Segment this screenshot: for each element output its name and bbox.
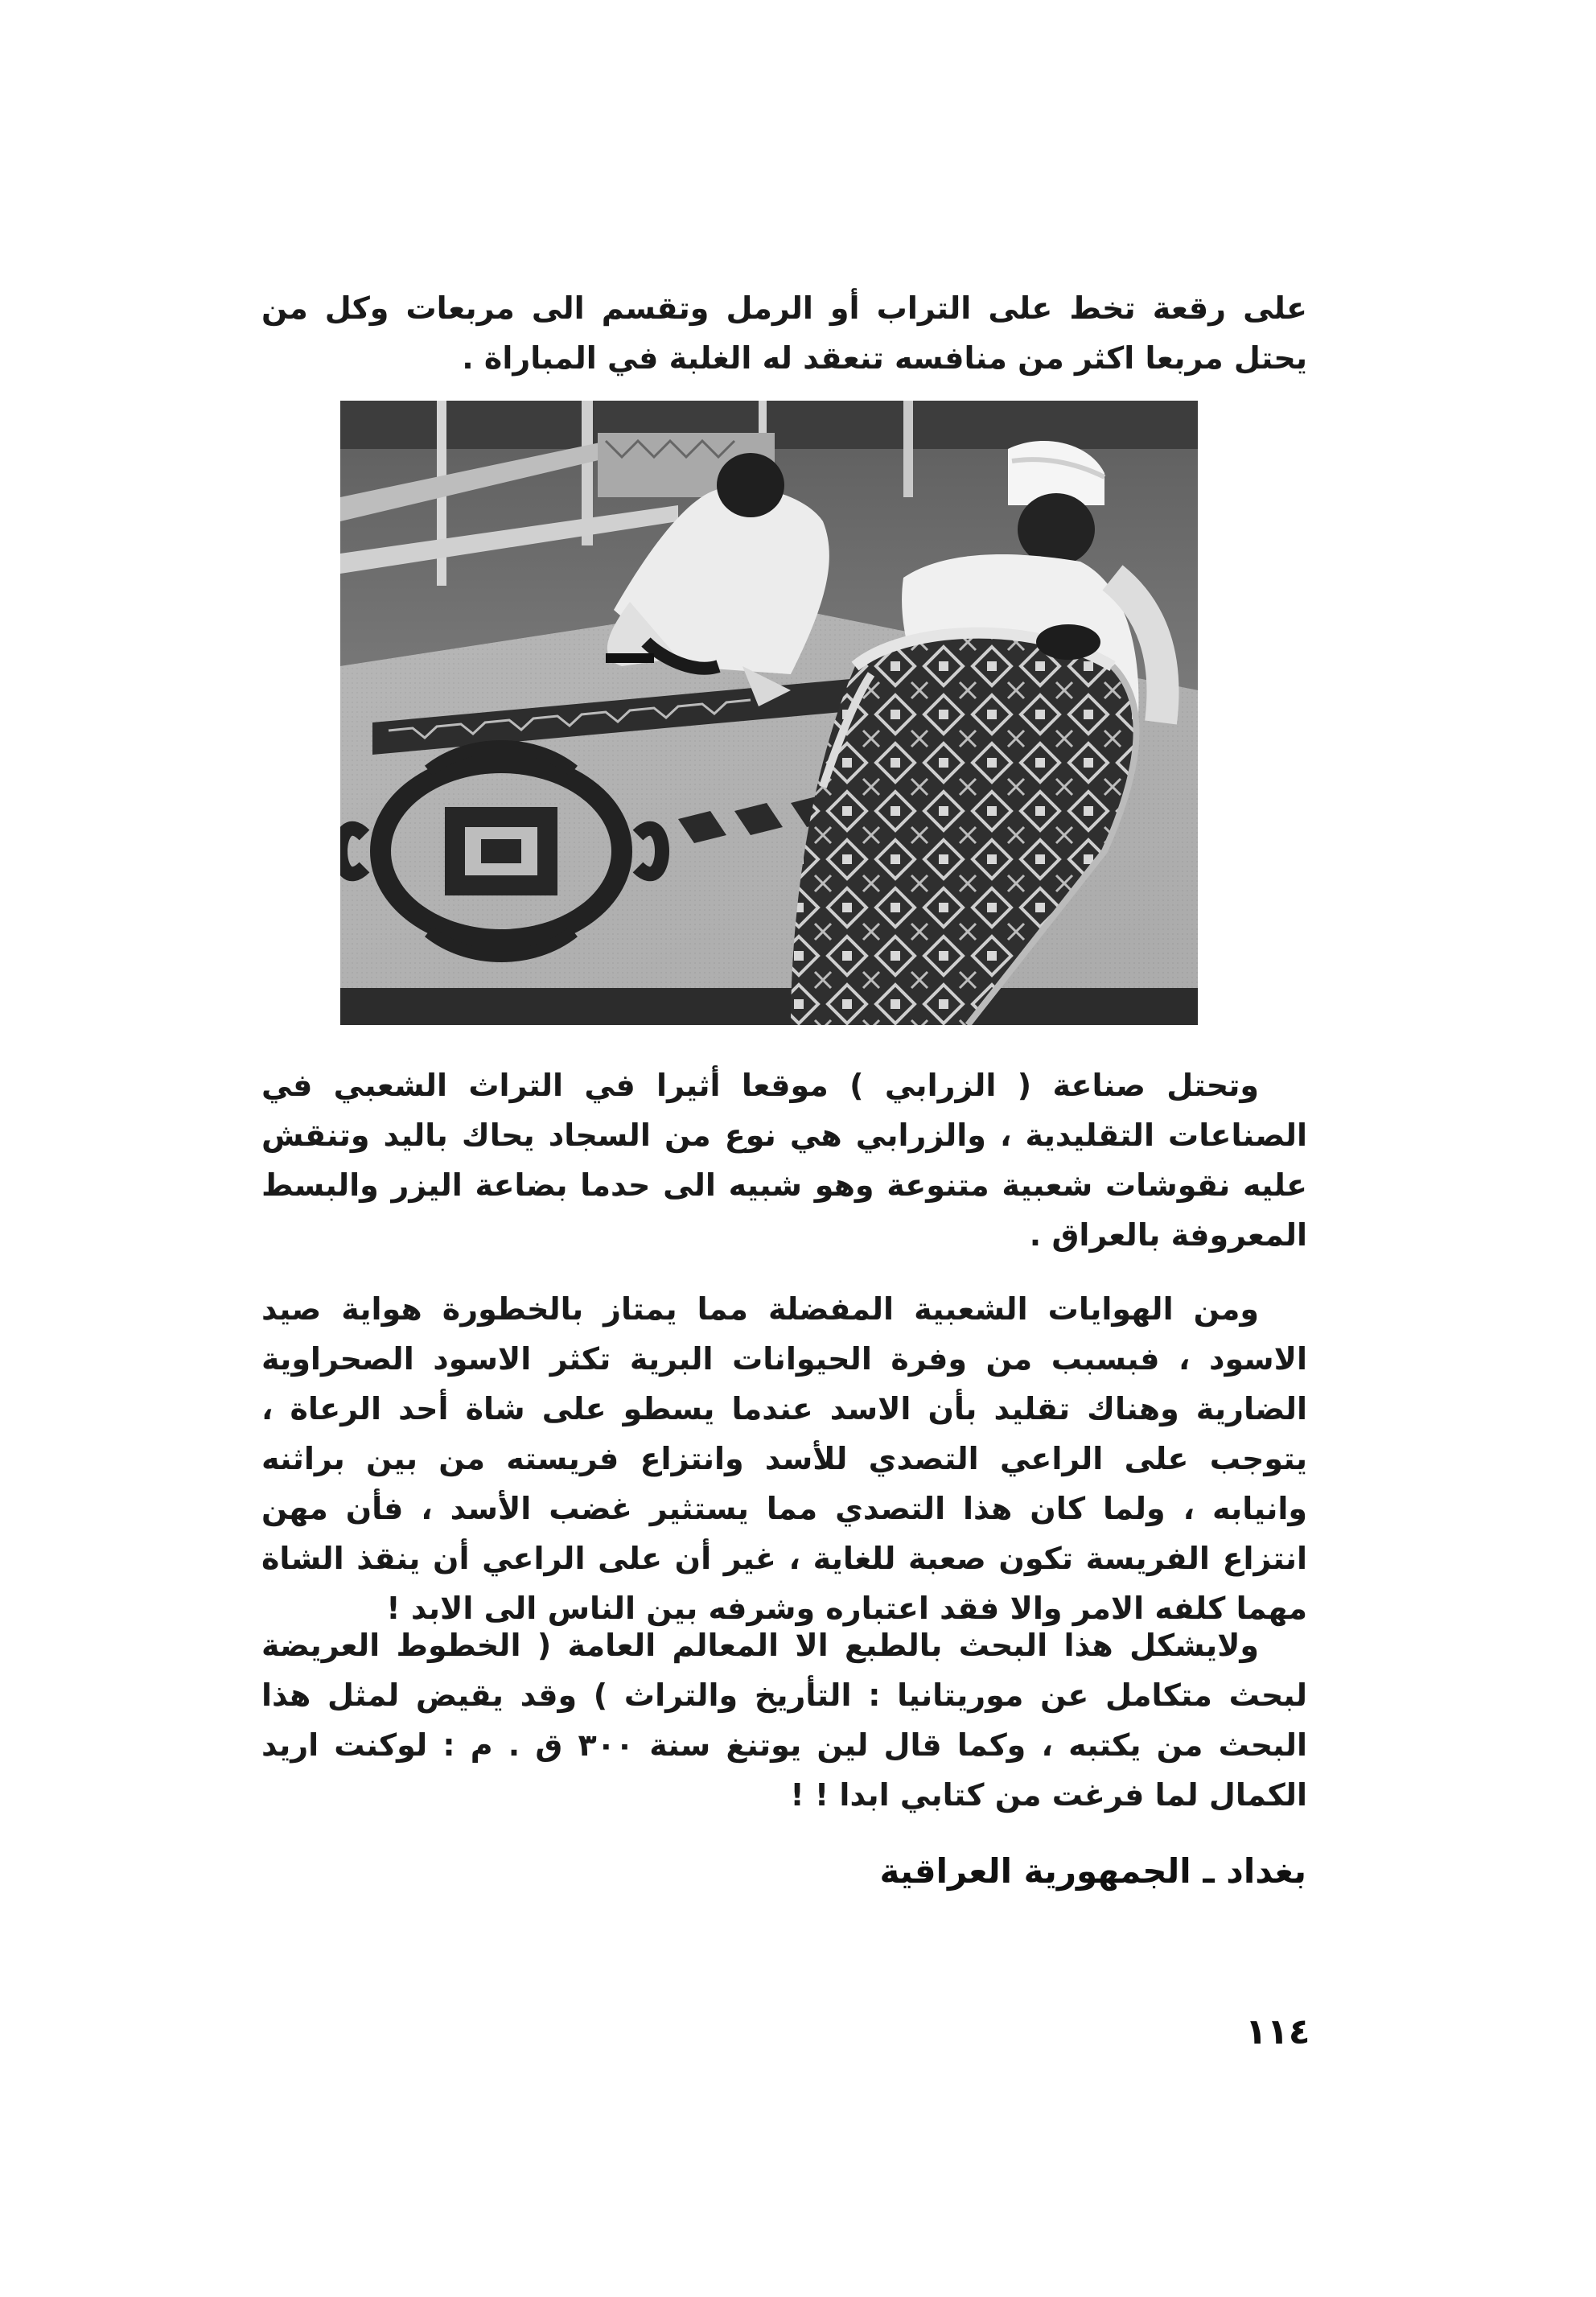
paragraph-lion-hunting	[261, 1284, 1307, 1633]
paragraph-closing	[261, 1620, 1307, 1820]
paragraph-zarabi	[261, 1060, 1307, 1260]
page-number: ١١٤	[1245, 2011, 1310, 2052]
paragraph-intro: على رقعة تخط على التراب أو الرمل وتقسم الى مربعات وكل من يحتل مربعا اكثر من منافسه تنعقد له الغلبة في المباراة .	[261, 290, 1307, 376]
location-signature: بغداد ـ الجمهورية العراقية	[879, 1851, 1306, 1891]
carpet-weaving-photo	[340, 401, 1198, 1025]
paragraph-lion-hunting-text: ومن الهوايات الشعبية المفضلة مما يمتاز بالخطورة هواية صيد الاسود ، فبسبب من وفرة الحيوانات البرية تكثر الاسود الصحراوية الضارية وهناك تقليد بأن الاسد عندما يسطو على شاة أحد الرعاة ، يتوجب على الراعي التصدي للأسد وانتزاع فريسته من بين براثنه وانيابه ، ولما كان هذا التصدي مما يستثير غضب الأسد ، فأن مهن انتزاع الفريسة تكون صعبة للغاية ، غير أن على الراعي أن ينقذ الشاة مهما كلفه الامر والا فقد اعتباره وشرفه بين الناس الى الابد !	[261, 1291, 1307, 1626]
paragraph-zarabi-text: وتحتل صناعة ( الزرابي ) موقعا أثيرا في التراث الشعبي في الصناعات التقليدية ، والزرابي هي نوع من السجاد يحاك باليد وتنقش عليه نقوشات شعبية متنوعة وهو شبيه الى حدما بضاعة اليزر والبسط المعروفة بالعراق .	[261, 1068, 1307, 1253]
paragraph-closing-text: ولايشكل هذا البحث بالطبع الا المعالم العامة ( الخطوط العريضة لبحث متكامل عن موريتانيا : التأريخ والتراث ) وقد يقيض لمثل هذا البحث من يكتبه ، وكما قال لين يوتنغ سنة ٣٠٠ ق . م : لوكنت اريد الكمال لما فرغت من كتابي ابدا ! !	[261, 1628, 1307, 1813]
